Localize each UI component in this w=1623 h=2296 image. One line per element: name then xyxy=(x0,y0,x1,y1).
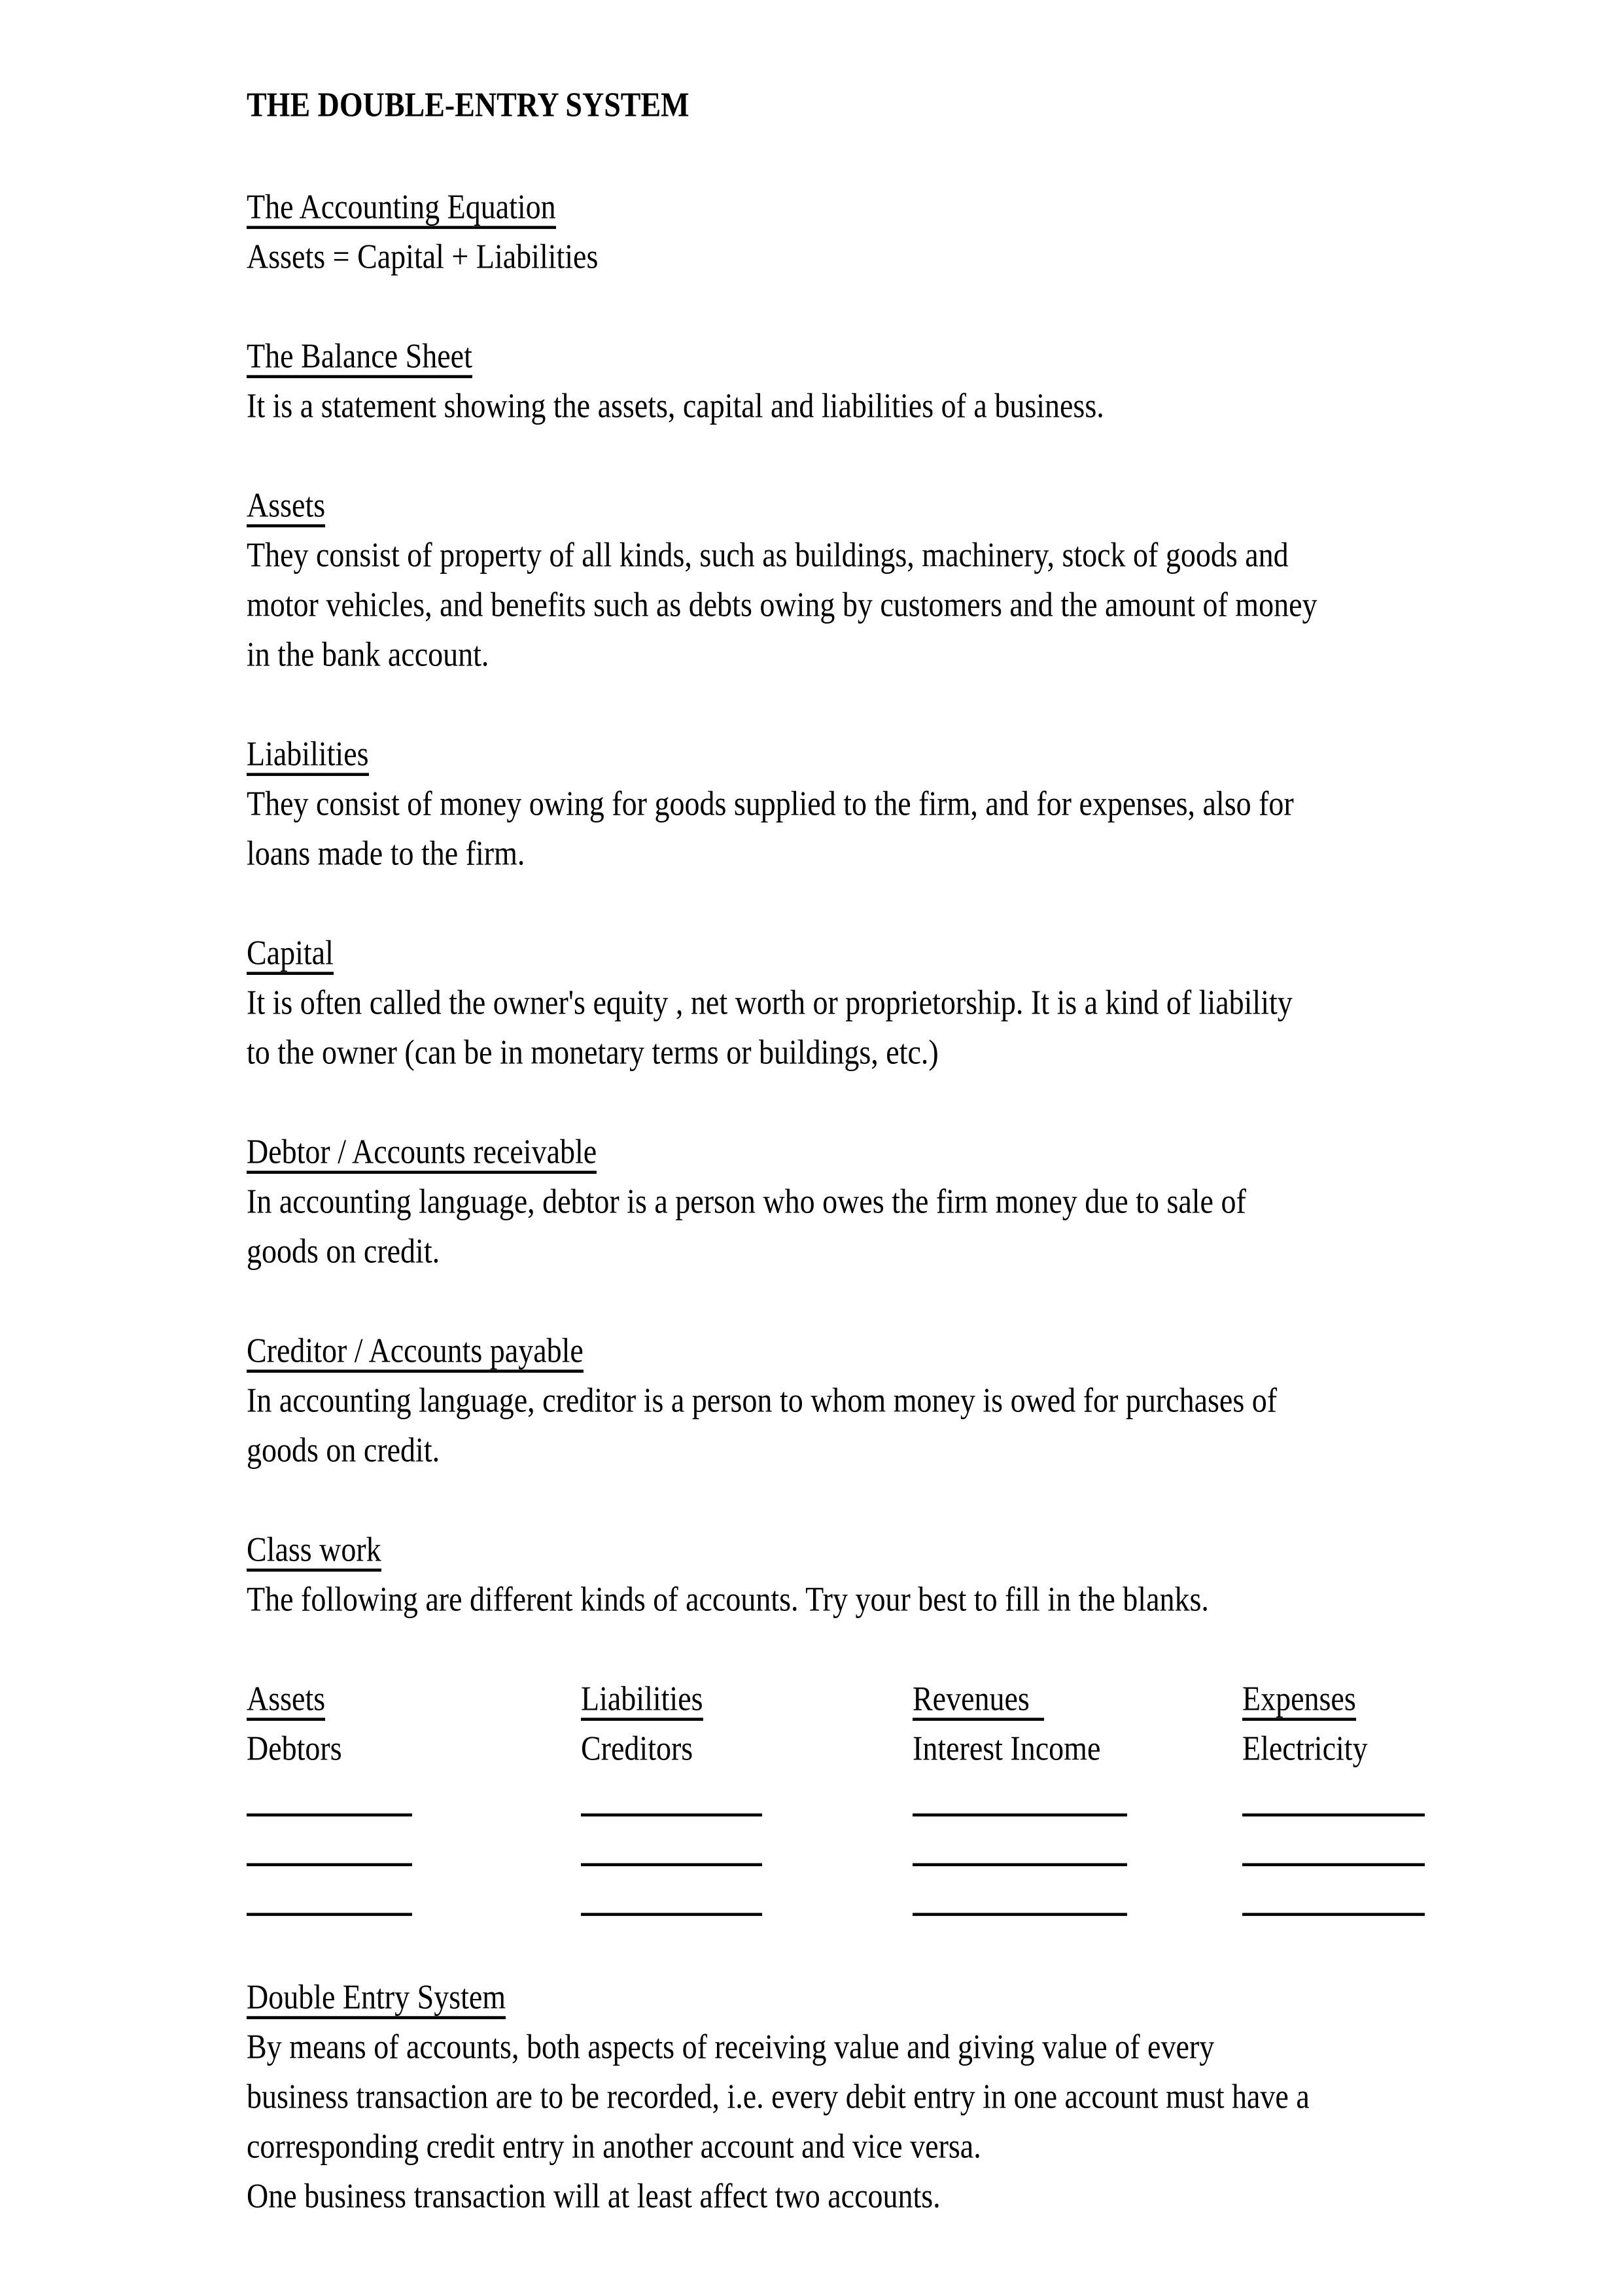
paragraph-line: to the owner (can be in monetary terms or buildings, etc.) xyxy=(247,1033,939,1072)
spacer xyxy=(247,1923,1444,1973)
spacer xyxy=(247,1625,1444,1674)
document-title: THE DOUBLE-ENTRY SYSTEM xyxy=(247,85,689,124)
blank-line xyxy=(1242,1878,1425,1916)
blank-line xyxy=(1242,1778,1425,1816)
blank-line xyxy=(247,1828,412,1866)
classwork-blank-row xyxy=(247,1770,1444,1828)
blank-line xyxy=(913,1878,1127,1916)
heading-underlined-text: Expenses xyxy=(1242,1679,1356,1721)
paragraph-line: motor vehicles, and benefits such as debts owing by customers and the amount of money xyxy=(247,585,1318,624)
paragraph-line: goods on credit. xyxy=(247,1430,440,1470)
example-liability-account: Creditors xyxy=(581,1729,693,1768)
section-heading-double-entry xyxy=(247,1969,1444,2026)
column-header-assets xyxy=(247,1670,325,1728)
section-heading-creditor xyxy=(247,1322,1444,1380)
classwork-header-row xyxy=(247,1670,1444,1728)
spacer xyxy=(247,130,1444,183)
blank-line xyxy=(1242,1828,1425,1866)
spacer xyxy=(247,680,1444,730)
heading-underlined-text: Capital xyxy=(247,933,334,975)
paragraph-line: goods on credit. xyxy=(247,1231,440,1271)
paragraph-line: business transaction are to be recorded, i.e. every debit entry in one account must have a xyxy=(247,2077,1310,2116)
blank-line xyxy=(913,1828,1127,1866)
heading-underlined-text: The Balance Sheet xyxy=(247,336,472,378)
classwork-blank-row xyxy=(247,1820,1444,1877)
heading-underlined-text: Revenues xyxy=(913,1679,1044,1721)
blank-line xyxy=(913,1778,1127,1816)
paragraph-line: The following are different kinds of accounts. Try your best to fill in the blanks. xyxy=(247,1580,1209,1619)
classwork-example-row xyxy=(247,1720,1444,1778)
section-heading-accounting-equation xyxy=(247,179,1444,236)
spacer xyxy=(247,879,1444,928)
paragraph-line: By means of accounts, both aspects of receiving value and giving value of every xyxy=(247,2027,1215,2066)
paragraph-line: They consist of money owing for goods supplied to the firm, and for expenses, also for xyxy=(247,784,1294,823)
spacer xyxy=(247,1475,1444,1525)
section-heading-class-work xyxy=(247,1521,1444,1579)
example-revenue-account: Interest Income xyxy=(913,1729,1101,1768)
blank-line xyxy=(581,1828,762,1866)
paragraph-line: They consist of property of all kinds, such as buildings, machinery, stock of goods and xyxy=(247,535,1289,574)
blank-line xyxy=(581,1778,762,1816)
section-heading-debtor xyxy=(247,1123,1444,1181)
blank-line xyxy=(581,1878,762,1916)
column-header-liabilities xyxy=(581,1670,703,1728)
paragraph-line: It is a statement showing the assets, capital and liabilities of a business. xyxy=(247,386,1104,425)
heading-underlined-text: Double Entry System xyxy=(247,1977,506,2019)
paragraph-line: It is often called the owner's equity , net worth or proprietorship. It is a kind of liability xyxy=(247,983,1293,1022)
section-heading-assets xyxy=(247,477,1444,535)
document-content xyxy=(247,0,1444,2221)
spacer xyxy=(247,431,1444,481)
heading-underlined-text: Creditor / Accounts payable xyxy=(247,1331,584,1373)
column-header-expenses xyxy=(1242,1670,1356,1728)
heading-underlined-text: Assets xyxy=(247,486,325,527)
spacer xyxy=(247,282,1444,332)
top-margin-spacer xyxy=(247,0,1444,80)
heading-underlined-text: Liabilities xyxy=(581,1679,703,1721)
paragraph-line: In accounting language, creditor is a person to whom money is owed for purchases of xyxy=(247,1381,1278,1420)
example-asset-account: Debtors xyxy=(247,1729,342,1768)
classwork-blank-row xyxy=(247,1869,1444,1927)
section-heading-liabilities xyxy=(247,726,1444,783)
paragraph-line: Assets = Capital + Liabilities xyxy=(247,237,599,276)
paragraph-line: In accounting language, debtor is a person who owes the firm money due to sale of xyxy=(247,1182,1246,1221)
spacer xyxy=(247,1078,1444,1127)
heading-underlined-text: Class work xyxy=(247,1530,381,1572)
spacer xyxy=(247,1277,1444,1326)
blank-line xyxy=(247,1778,412,1816)
heading-underlined-text: Assets xyxy=(247,1679,325,1721)
heading-underlined-text: Debtor / Accounts receivable xyxy=(247,1132,597,1174)
example-expense-account: Electricity xyxy=(1242,1729,1368,1768)
section-heading-balance-sheet xyxy=(247,328,1444,385)
paragraph-line: One business transaction will at least affect two accounts. xyxy=(247,2176,941,2216)
column-header-revenues xyxy=(913,1670,1044,1728)
blank-line xyxy=(247,1878,412,1916)
section-heading-capital xyxy=(247,925,1444,982)
paragraph-line: corresponding credit entry in another account and vice versa. xyxy=(247,2127,981,2166)
paragraph-line: loans made to the firm. xyxy=(247,834,525,873)
heading-underlined-text: Liabilities xyxy=(247,734,369,776)
heading-underlined-text: The Accounting Equation xyxy=(247,187,556,229)
paragraph-line: in the bank account. xyxy=(247,635,489,674)
